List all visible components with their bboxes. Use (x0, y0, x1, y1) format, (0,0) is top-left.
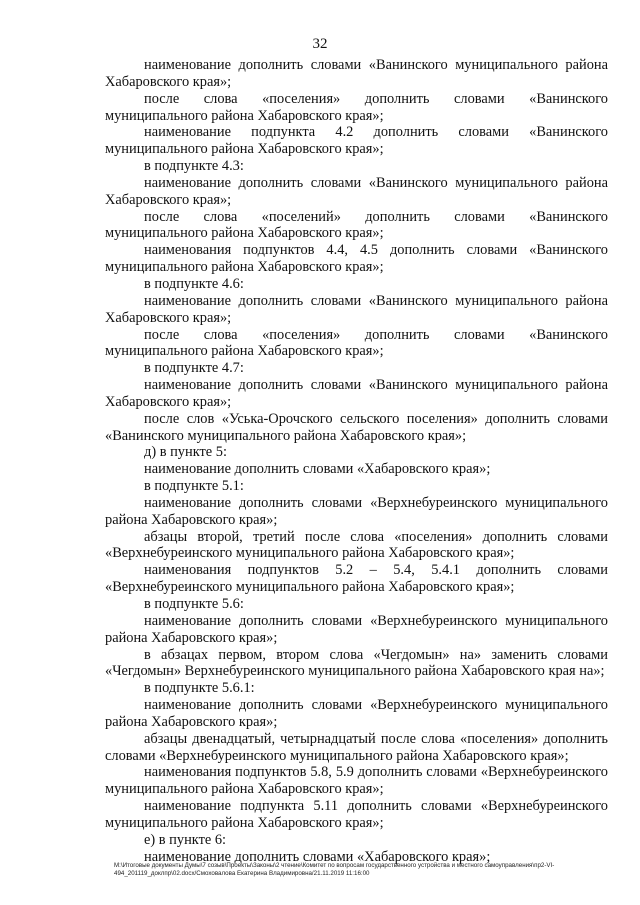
paragraph-3: наименование подпункта 4.2 дополнить словами «Ванинского муниципального района Хабаровского края»; (105, 124, 608, 158)
paragraph-25: абзацы двенадцатый, четырнадцатый после слова «поселения» дополнить словами «Верхнебуреинского муниципального района Хабаровского края»; (105, 730, 608, 764)
paragraph-29: наименование дополнить словами «Хабаровского края»; (144, 848, 491, 865)
paragraph-10: после слова «поселения» дополнить словами «Ванинского муниципального района Хабаровского края»; (105, 326, 608, 360)
paragraph-22: в абзацах первом, втором слова «Чегдомын» на» заменить словами «Чегдомын» Верхнебуреинского муниципального района Хабаровского края на»; (105, 646, 608, 680)
footer-path-line-1: M:\Итоговые документы Думы\7 созыв\Проекты\Законы\2 чтение\Комитет по вопросам государственного устройства и местного самоуправления\пр2-VI- (114, 862, 555, 869)
paragraph-6: после слова «поселений» дополнить словами «Ванинского муниципального района Хабаровского края»; (105, 208, 608, 242)
paragraph-7: наименования подпунктов 4.4, 4.5 дополнить словами «Ванинского муниципального района Хабаровского края»; (105, 242, 608, 276)
paragraph-2: после слова «поселения» дополнить словами «Ванинского муниципального района Хабаровского края»; (105, 90, 608, 124)
paragraph-5: наименование дополнить словами «Ванинского муниципального района Хабаровского края»; (105, 174, 608, 208)
paragraph-13: после слов «Уська-Орочского сельского поселения» дополнить словами «Ванинского муниципального района Хабаровского края»; (105, 410, 608, 444)
paragraph-15: наименование дополнить словами «Хабаровского края»; (144, 461, 491, 478)
paragraph-28: е) в пункте 6: (144, 831, 227, 848)
paragraph-11: в подпункте 4.7: (144, 360, 244, 377)
paragraph-4: в подпункте 4.3: (144, 158, 244, 175)
document-body (105, 57, 608, 866)
page-number: 32 (312, 36, 328, 52)
paragraph-16: в подпункте 5.1: (144, 478, 244, 495)
footer-path-line-2: 494_201119_доклпр\02.docx/Смоховалова Екатерина Владимировна/21.11.2019 11:16:00 (114, 870, 370, 877)
paragraph-18: абзацы второй, третий после слова «поселения» дополнить словами «Верхнебуреинского муниципального района Хабаровского края»; (105, 528, 608, 562)
paragraph-17: наименование дополнить словами «Верхнебуреинского муниципального района Хабаровского края»; (105, 494, 608, 528)
paragraph-20: в подпункте 5.6: (144, 596, 244, 612)
paragraph-14: д) в пункте 5: (144, 444, 227, 461)
paragraph-9: наименование дополнить словами «Ванинского муниципального района Хабаровского края»; (105, 292, 608, 326)
paragraph-1: наименование дополнить словами «Ванинского муниципального района Хабаровского края»; (105, 57, 608, 90)
paragraph-26: наименования подпунктов 5.8, 5.9 дополнить словами «Верхнебуреинского муниципального района Хабаровского края»; (105, 764, 608, 798)
paragraph-8: в подпункте 4.6: (144, 275, 244, 292)
paragraph-23: в подпункте 5.6.1: (144, 680, 255, 697)
paragraph-12: наименование дополнить словами «Ванинского муниципального района Хабаровского края»; (105, 377, 608, 410)
paragraph-21: наименование дополнить словами «Верхнебуреинского муниципального района Хабаровского края»; (105, 612, 608, 646)
paragraph-19: наименования подпунктов 5.2 – 5.4, 5.4.1 дополнить словами «Верхнебуреинского муниципального района Хабаровского края»; (105, 562, 608, 596)
file-path-footer (114, 862, 614, 878)
paragraph-27: наименование подпункта 5.11 дополнить словами «Верхнебуреинского муниципального района Хабаровского края»; (105, 798, 608, 831)
paragraph-24: наименование дополнить словами «Верхнебуреинского муниципального района Хабаровского края»; (105, 697, 608, 730)
